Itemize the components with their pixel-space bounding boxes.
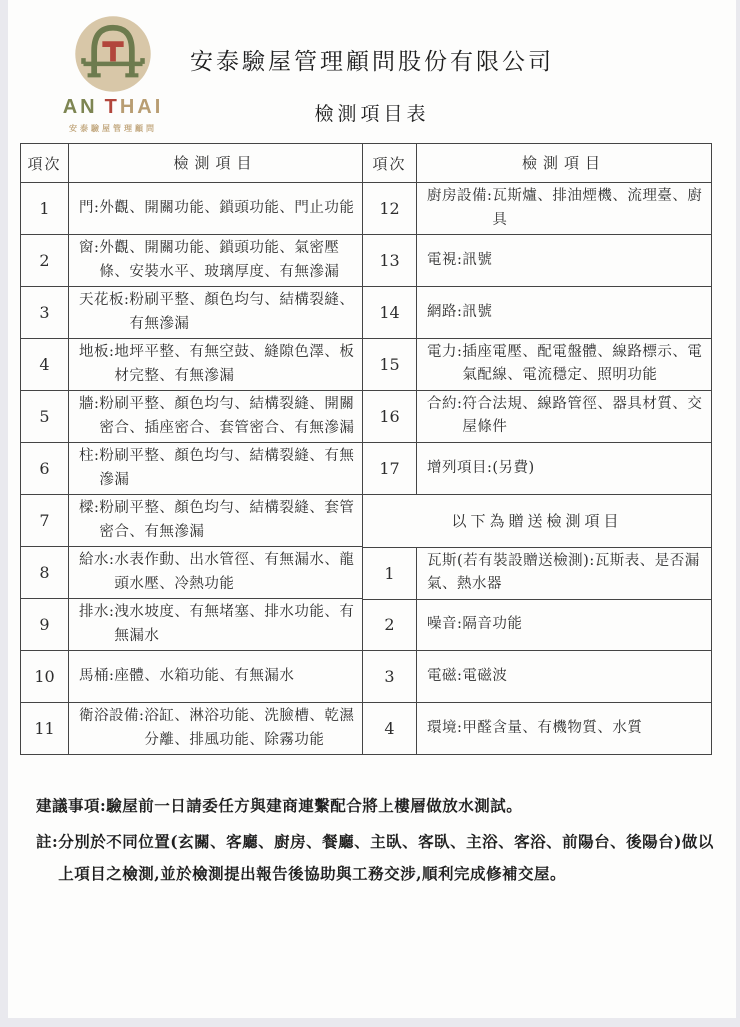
table-row: [21, 650, 362, 702]
row-number: 13: [363, 235, 417, 286]
item-text: 電磁波: [462, 668, 508, 685]
brand-t: T: [104, 96, 120, 118]
brand-an: AN: [62, 96, 98, 118]
inspection-tables: [20, 143, 712, 755]
item-text: 符合法規、線路管徑、器具材質、交屋條件: [462, 396, 703, 436]
row-item: [417, 391, 711, 442]
row-item: [417, 600, 711, 651]
item-label: 窗:: [79, 240, 100, 257]
row-number: 6: [21, 443, 69, 494]
row-number: 2: [21, 235, 69, 286]
table-row: [363, 547, 711, 599]
row-item: [417, 703, 711, 754]
item-text: 訊號: [462, 303, 493, 320]
item-label: 合約:: [427, 396, 463, 413]
row-item: [69, 235, 362, 286]
page-title: 安泰驗屋管理顧問股份有限公司: [190, 49, 554, 75]
item-label: 廚房設備:: [427, 188, 493, 205]
table-row: [21, 546, 362, 598]
left-table: [20, 143, 362, 755]
table-row: [21, 702, 362, 754]
table-row: [21, 234, 362, 286]
right-table-top-section: [363, 183, 711, 494]
row-item: [69, 443, 362, 494]
brand-hai: HAI: [119, 96, 164, 118]
item-text: 瓦斯爐、排油煙機、流理臺、廚具: [492, 188, 703, 228]
item-text: 水表作動、出水管徑、有無漏水、龍頭水壓、冷熱功能: [114, 552, 355, 592]
row-item: [69, 547, 362, 598]
row-item: [417, 339, 711, 390]
row-number: 4: [21, 339, 69, 390]
item-label: 網路:: [427, 303, 463, 320]
table-row: [363, 442, 711, 494]
table-row: [363, 234, 711, 286]
row-item: [69, 703, 362, 754]
row-number: 9: [21, 599, 69, 650]
column-header-no: 項次: [21, 144, 69, 182]
table-row: [363, 599, 711, 651]
item-label: 電視:: [427, 251, 463, 268]
row-number: 16: [363, 391, 417, 442]
item-text: 地坪平整、有無空鼓、縫隙色澤、板材完整、有無滲漏: [114, 344, 355, 384]
item-text: 粉刷平整、顏色均勻、結構裂縫、有無滲漏: [99, 448, 355, 488]
row-number: 4: [363, 703, 417, 754]
item-text: 外觀、開關功能、鎖頭功能、氣密壓條、安裝水平、玻璃厚度、有無滲漏: [99, 240, 340, 280]
row-number: 15: [363, 339, 417, 390]
row-number: 1: [21, 183, 69, 234]
row-item: [417, 287, 711, 338]
row-number: 5: [21, 391, 69, 442]
suggestion-text: 驗屋前一日請委任方與建商連繫配合將上樓層做放水測試。: [106, 796, 523, 815]
table-row: [21, 442, 362, 494]
right-table: [362, 143, 712, 755]
row-item: [69, 391, 362, 442]
row-number: 1: [363, 548, 417, 599]
remark-text: 分別於不同位置(玄關、客廳、廚房、餐廳、主臥、客臥、主浴、客浴、前陽台、後陽台)做以上項目之檢測,並於檢測提出報告後協助與工務交涉,順利完成修補交屋。: [58, 831, 714, 883]
table-row: [21, 183, 362, 234]
row-number: 3: [363, 651, 417, 702]
row-number: 10: [21, 651, 69, 702]
row-item: [417, 548, 711, 599]
row-item: [69, 599, 362, 650]
row-number: 14: [363, 287, 417, 338]
left-table-header: [21, 144, 362, 183]
item-label: 電磁:: [427, 668, 463, 685]
item-label: 門:: [79, 199, 100, 216]
row-item: [417, 183, 711, 234]
table-row: [363, 390, 711, 442]
item-label: 電力:: [427, 344, 463, 361]
right-table-bonus-section: [363, 547, 711, 754]
suggestion-label: 建議事項:: [36, 796, 107, 815]
brand-tagline: 安泰驗屋管理顧問: [69, 124, 157, 133]
item-label: 衛浴設備:: [79, 708, 145, 725]
item-text: 粉刷平整、顏色均勻、結構裂縫、套管密合、有無滲漏: [99, 500, 355, 540]
item-text: 訊號: [462, 251, 493, 268]
table-row: [21, 598, 362, 650]
row-item: [69, 495, 362, 546]
column-header-item: 檢測項目: [173, 154, 258, 172]
item-label: 柱:: [79, 448, 100, 465]
item-text: 粉刷平整、顏色均勻、結構裂縫、有無滲漏: [129, 292, 355, 332]
item-text: 浴缸、淋浴功能、洗臉槽、乾濕分離、排風功能、除霧功能: [144, 708, 355, 748]
row-number: 17: [363, 443, 417, 494]
item-text: (另費): [492, 459, 535, 476]
item-label: 牆:: [79, 396, 100, 413]
bonus-section-header: 以下為贈送檢測項目: [363, 494, 711, 547]
item-text: 瓦斯(若有裝設贈送檢測):瓦斯表、是否漏氣、熱水器: [427, 552, 700, 593]
column-header-no: 項次: [363, 144, 417, 182]
table-row: [363, 183, 711, 234]
row-item: [69, 183, 362, 234]
row-item: [69, 651, 362, 702]
table-row: [363, 286, 711, 338]
table-row: [363, 338, 711, 390]
item-label: 環境:: [427, 719, 463, 736]
table-row: [21, 494, 362, 546]
row-number: 8: [21, 547, 69, 598]
column-header-item: 檢測項目: [521, 154, 606, 172]
remark-label: 註:: [36, 831, 59, 851]
remark-note: [36, 826, 716, 890]
row-item: [69, 339, 362, 390]
suggestion-note: [36, 790, 716, 822]
row-item: [417, 235, 711, 286]
item-label: 地板:: [79, 344, 115, 361]
table-row: [363, 702, 711, 754]
footer-notes: [36, 790, 716, 889]
item-text: 隔音功能: [462, 616, 523, 633]
row-number: 2: [363, 600, 417, 651]
row-item: [69, 287, 362, 338]
row-number: 12: [363, 183, 417, 234]
item-text: 插座電壓、配電盤體、線路標示、電氣配線、電流穩定、照明功能: [462, 344, 703, 384]
row-number: 7: [21, 495, 69, 546]
page-subtitle: 檢測項目表: [314, 103, 430, 125]
item-label: 樑:: [79, 500, 100, 517]
item-text: 座體、水箱功能、有無漏水: [114, 667, 295, 684]
item-text: 外觀、開關功能、鎖頭功能、門止功能: [99, 199, 355, 216]
item-text: 粉刷平整、顏色均勻、結構裂縫、開關密合、插座密合、套管密合、有無滲漏: [99, 396, 355, 436]
item-label: 排水:: [79, 604, 115, 621]
document-page: [8, 0, 736, 1018]
item-label: 天花板:: [79, 292, 130, 309]
item-label: 增列項目:: [427, 459, 493, 476]
item-text: 洩水坡度、有無堵塞、排水功能、有無漏水: [114, 604, 355, 644]
item-label: 馬桶:: [79, 667, 115, 684]
right-table-header: [363, 144, 711, 183]
row-number: 11: [21, 703, 69, 754]
item-label: 噪音:: [427, 616, 463, 633]
row-item: [417, 651, 711, 702]
item-text: 甲醛含量、有機物質、水質: [462, 719, 643, 736]
left-table-body: [21, 183, 362, 754]
table-row: [21, 286, 362, 338]
table-row: [21, 338, 362, 390]
table-row: [21, 390, 362, 442]
row-number: 3: [21, 287, 69, 338]
row-item: [417, 443, 711, 494]
item-label: 給水:: [79, 552, 115, 569]
table-row: [363, 650, 711, 702]
